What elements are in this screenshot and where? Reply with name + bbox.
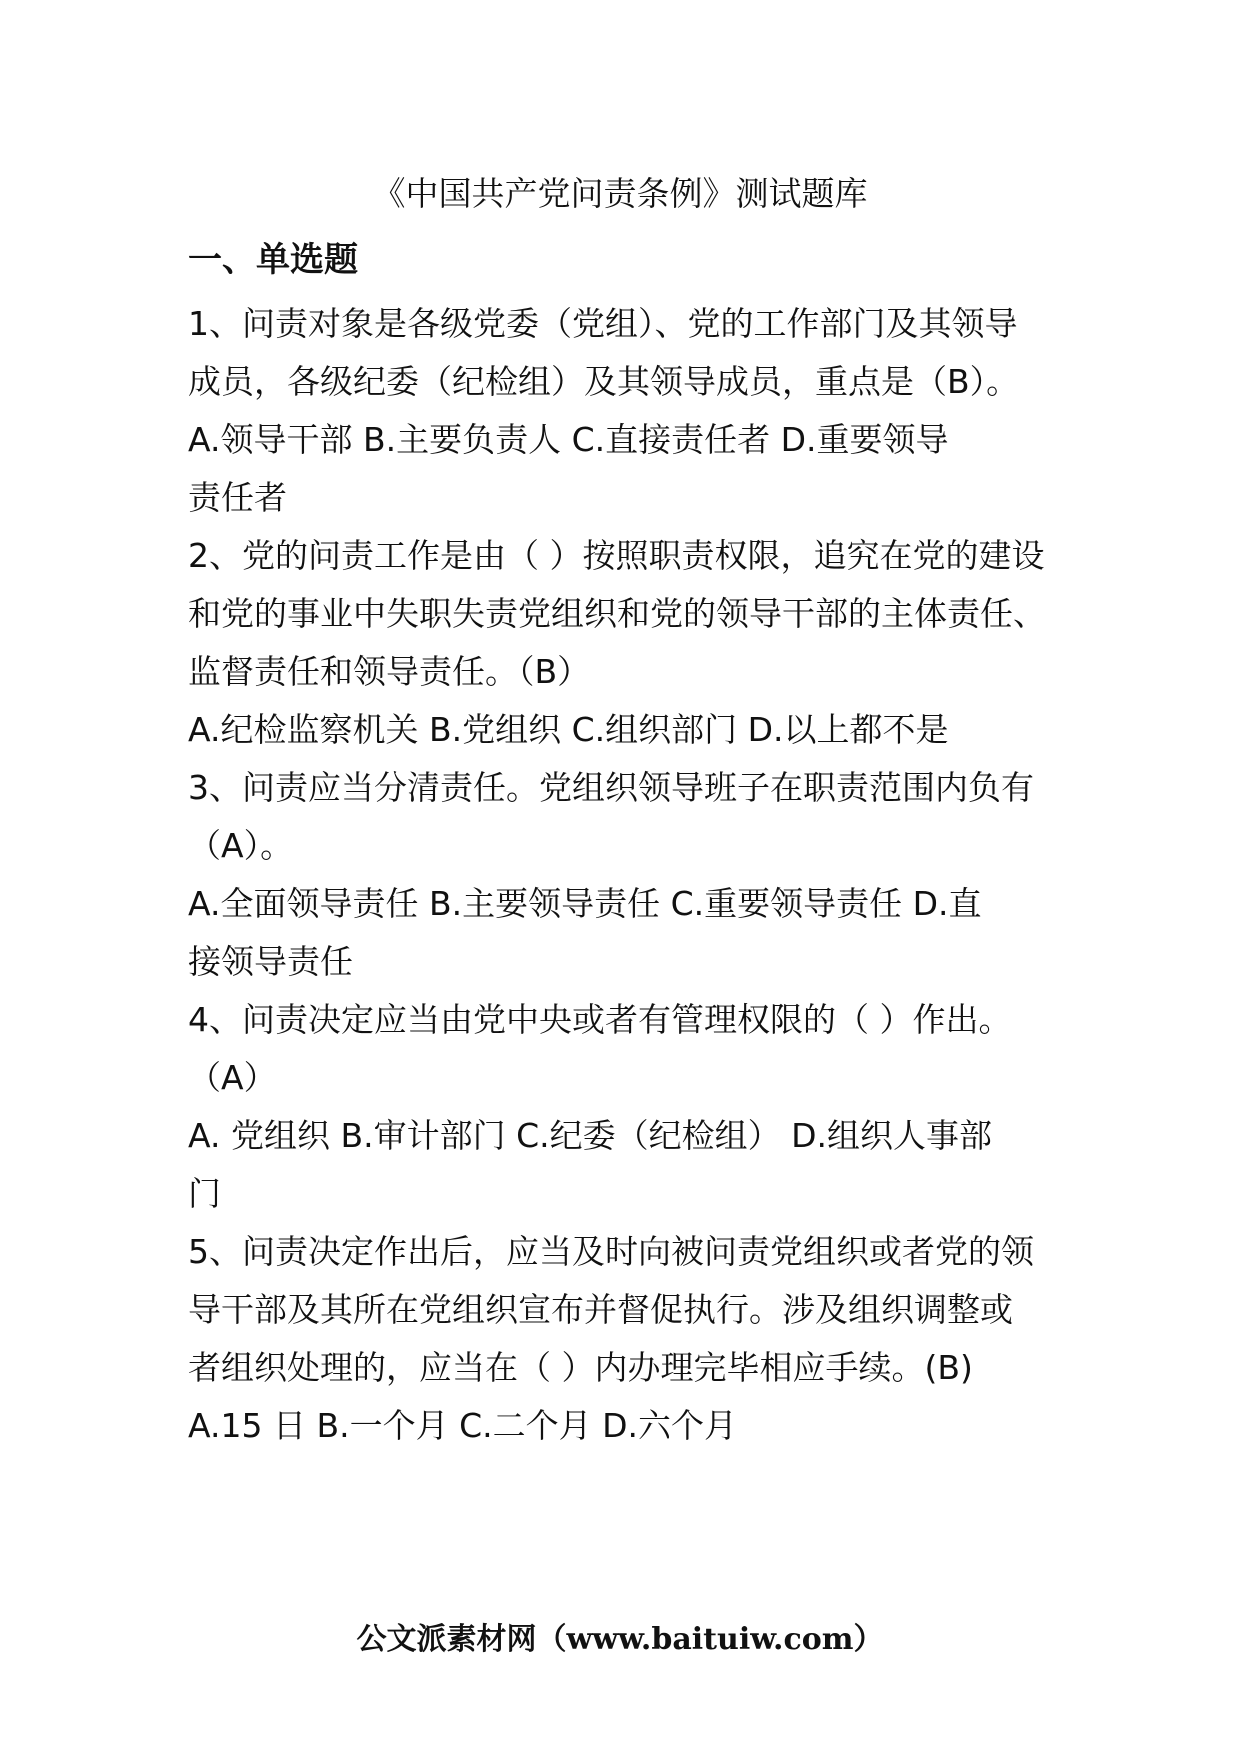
text-line: A.15 日 B.一个月 C.二个月 D.六个月 [188, 1406, 737, 1445]
text-line: A.纪检监察机关 B.党组织 C.组织部门 D.以上都不是 [188, 710, 949, 749]
footer-watermark: 公文派素材网（www.baituiw.com） [356, 1622, 884, 1657]
text-line: 3、问责应当分清责任。党组织领导班子在职责范围内负有 [188, 768, 1034, 807]
text-line: 门 [188, 1174, 221, 1213]
text-line: 4、问责决定应当由党中央或者有管理权限的（ ）作出。 [188, 1000, 1012, 1039]
text-line: 成员，各级纪委（纪检组）及其领导成员，重点是（B）。 [188, 362, 1020, 401]
text-line: 监督责任和领导责任。（B） [188, 652, 591, 691]
document-title: 《中国共产党问责条例》测试题库 [372, 174, 868, 213]
text-line: （A） [188, 1058, 277, 1097]
text-line: A.全面领导责任 B.主要领导责任 C.重要领导责任 D.直 [188, 884, 982, 923]
text-line: 和党的事业中失职失责党组织和党的领导干部的主体责任、 [188, 594, 1046, 633]
text-line: 责任者 [188, 478, 287, 517]
text-line: A. 党组织 B.审计部门 C.纪委（纪检组） D.组织人事部 [188, 1116, 993, 1155]
text-line: （A）。 [188, 826, 294, 865]
text-line: 5、问责决定作出后，应当及时向被问责党组织或者党的领 [188, 1232, 1034, 1271]
text-line: 1、问责对象是各级党委（党组）、党的工作部门及其领导 [188, 304, 1018, 343]
text-line: 者组织处理的，应当在（ ）内办理完毕相应手续。(B) [188, 1348, 973, 1387]
section-heading: 一、单选题 [188, 240, 358, 280]
text-line: 2、党的问责工作是由（ ）按照职责权限，追究在党的建设 [188, 536, 1045, 575]
text-line: 导干部及其所在党组织宣布并督促执行。涉及组织调整或 [188, 1290, 1013, 1329]
text-line: 接领导责任 [188, 942, 353, 981]
text-line: A.领导干部 B.主要负责人 C.直接责任者 D.重要领导 [188, 420, 949, 459]
